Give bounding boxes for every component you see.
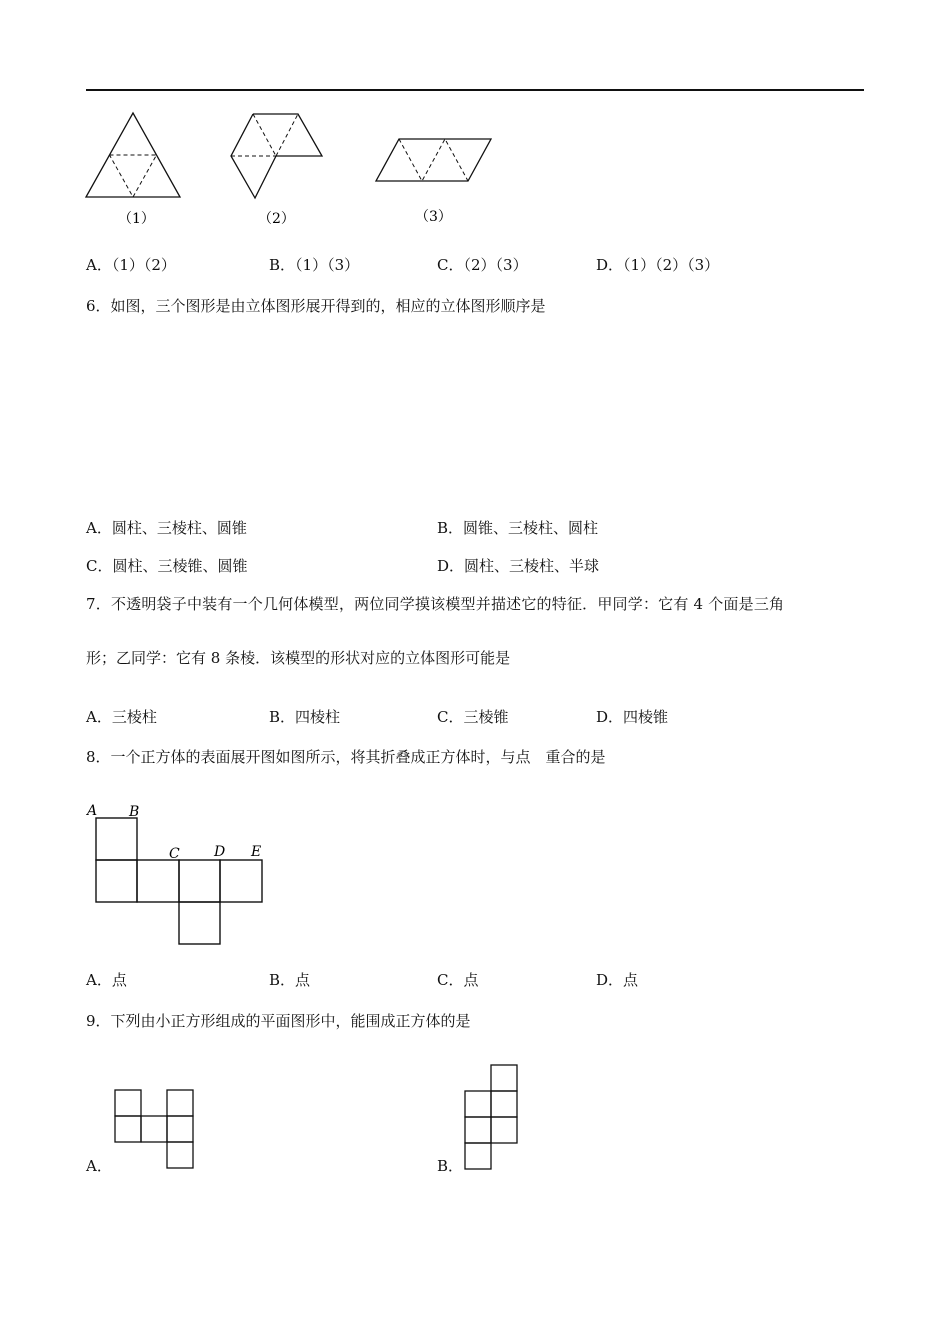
q8-option-d: D．点 bbox=[596, 971, 639, 989]
q8-label-c: C bbox=[169, 846, 180, 862]
q8-option-a: A．点 bbox=[86, 971, 127, 989]
q6-option-a: A．圆柱、三棱柱、圆锥 bbox=[86, 519, 247, 537]
q9-option-a-label: A． bbox=[86, 1157, 112, 1175]
header-rule bbox=[86, 89, 864, 91]
q9-figure-a bbox=[114, 1089, 196, 1173]
q9-stem: 9．下列由小正方形组成的平面图形中，能围成正方体的是 bbox=[86, 1012, 471, 1030]
q5-fig-label-3: （3） bbox=[415, 209, 452, 225]
q7-option-d: D．四棱锥 bbox=[596, 708, 669, 726]
q8-label-e: E bbox=[251, 844, 262, 860]
q7-option-b: B．四棱柱 bbox=[269, 708, 341, 726]
q7-option-a: A．三棱柱 bbox=[86, 708, 157, 726]
q5-fig-label-1: （1） bbox=[118, 211, 155, 227]
q5-figure-1 bbox=[86, 110, 186, 230]
q6-option-d: D．圆柱、三棱柱、半球 bbox=[437, 557, 600, 575]
q6-option-b: B．圆锥、三棱柱、圆柱 bbox=[437, 519, 599, 537]
q9-figure-b bbox=[465, 1064, 521, 1174]
q9-option-b-label: B． bbox=[437, 1157, 464, 1175]
q5-figure-2 bbox=[228, 110, 328, 230]
q6-stem: 6．如图，三个图形是由立体图形展开得到的，相应的立体图形顺序是 bbox=[86, 297, 546, 315]
q6-option-c: C．圆柱、三棱锥、圆锥 bbox=[86, 557, 248, 575]
q5-option-c: C．（2）（3） bbox=[437, 256, 528, 274]
q8-option-c: C．点 bbox=[437, 971, 479, 989]
q5-option-b: B．（1）（3） bbox=[269, 256, 360, 274]
q8-cube-net bbox=[86, 797, 271, 947]
q8-label-a: A bbox=[87, 803, 98, 819]
q8-option-b: B．点 bbox=[269, 971, 311, 989]
q7-option-c: C．三棱锥 bbox=[437, 708, 509, 726]
q5-fig-label-2: （2） bbox=[258, 211, 295, 227]
q7-stem-line1: 7．不透明袋子中装有一个几何体模型，两位同学摸该模型并描述它的特征．甲同学：它有 4 个面是三角 bbox=[86, 595, 785, 613]
q7-stem-line2: 形；乙同学：它有 8 条棱．该模型的形状对应的立体图形可能是 bbox=[86, 649, 511, 667]
q8-label-d: D bbox=[214, 844, 226, 860]
q8-stem: 8．一个正方体的表面展开图如图所示，将其折叠成正方体时，与点 重合的是 bbox=[86, 748, 606, 766]
q5-option-a: A．（1）（2） bbox=[86, 256, 176, 274]
q5-option-d: D．（1）（2）（3） bbox=[596, 256, 720, 274]
q5-figure-3 bbox=[375, 110, 495, 230]
q8-label-b: B bbox=[129, 804, 140, 820]
